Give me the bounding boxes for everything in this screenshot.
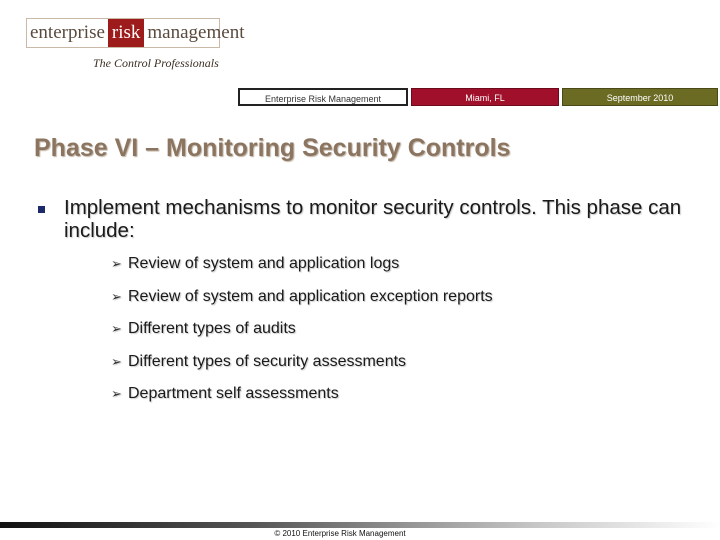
logo-tagline: The Control Professionals	[93, 56, 219, 70]
slide-title: Phase VI – Monitoring Security Controls	[34, 134, 511, 162]
logo-word-enterprise: enterprise	[30, 22, 105, 43]
header-org-bar: Enterprise Risk Management	[238, 88, 408, 106]
arrow-bullet-icon: ➢	[111, 321, 122, 336]
company-logo	[26, 18, 245, 74]
sub-bullet-item	[111, 383, 493, 416]
footer-copyright: © 2010 Enterprise Risk Management	[274, 529, 406, 538]
square-bullet-icon	[38, 206, 45, 213]
sub-bullet-text: Department self assessments	[128, 385, 339, 402]
arrow-bullet-icon: ➢	[111, 256, 122, 271]
footer-divider	[0, 522, 720, 528]
header-location-bar: Miami, FL	[411, 88, 559, 106]
logo-wordmark	[26, 18, 245, 48]
header-date-bar: September 2010	[562, 88, 718, 106]
logo-word-management: management	[147, 22, 245, 43]
arrow-bullet-icon: ➢	[111, 386, 122, 401]
arrow-bullet-icon: ➢	[111, 288, 122, 304]
sub-bullet-item	[111, 253, 493, 286]
main-bullet-text: Implement mechanisms to monitor security controls. This phase can include:	[64, 196, 682, 242]
sub-bullet-text: Review of system and application exception reports	[128, 287, 493, 305]
sub-bullet-item	[111, 351, 493, 384]
logo-word-risk: risk	[108, 19, 145, 47]
sub-bullet-item	[111, 318, 493, 351]
sub-bullet-text: Different types of audits	[128, 320, 296, 337]
sub-bullet-item	[111, 286, 493, 319]
sub-bullet-text: Different types of security assessments	[128, 352, 407, 370]
arrow-bullet-icon: ➢	[111, 353, 122, 369]
sub-bullet-list	[111, 253, 493, 416]
sub-bullet-text: Review of system and application logs	[128, 255, 400, 272]
